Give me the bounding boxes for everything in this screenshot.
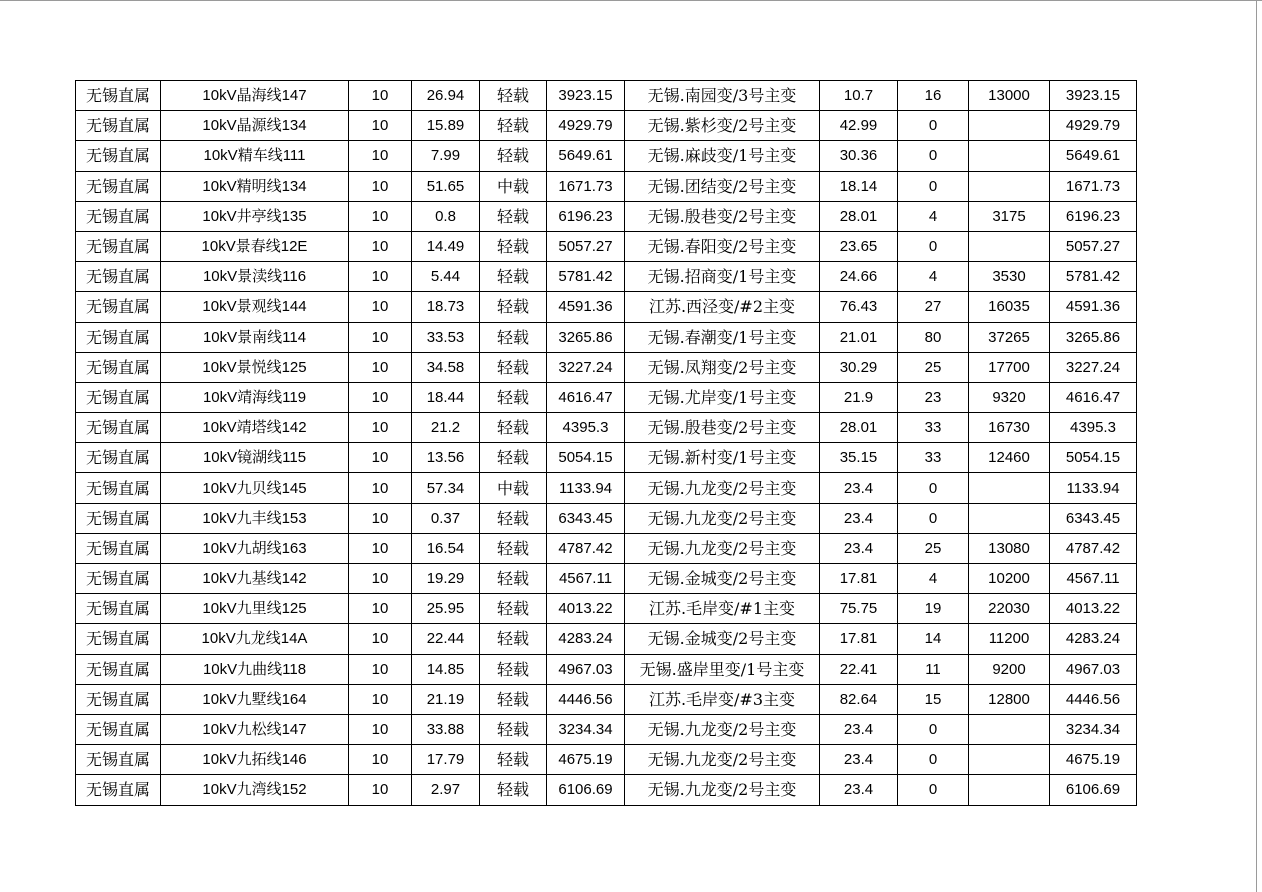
table-row [76,81,1137,111]
line-name-cell: 10kV精车线111 [161,141,349,171]
load-rate-cell: 14.85 [412,654,480,684]
load-status-cell: 轻载 [480,654,547,684]
transformer-load-rate-cell: 17.81 [820,624,898,654]
remaining-capacity-cell: 4616.47 [1050,382,1137,412]
transformer-cell: 无锡.殷巷变/2号主变 [625,201,820,231]
transformer-load-rate-cell: 23.4 [820,533,898,563]
table-row [76,503,1137,533]
transformer-cell: 无锡.金城变/2号主变 [625,564,820,594]
load-rate-cell: 2.97 [412,775,480,805]
spare-capacity-cell: 4929.79 [547,111,625,141]
spare-capacity-cell: 4395.3 [547,413,625,443]
load-rate-cell: 7.99 [412,141,480,171]
page-right-border [1256,0,1257,892]
table-row [76,533,1137,563]
table-row [76,775,1137,805]
spare-capacity-cell: 4591.36 [547,292,625,322]
load-rate-cell: 14.49 [412,231,480,261]
voltage-cell: 10 [349,745,412,775]
voltage-cell: 10 [349,352,412,382]
unit-cell: 无锡直属 [76,141,161,171]
remaining-capacity-cell: 4967.03 [1050,654,1137,684]
transformer-cell: 无锡.盛岸里变/1号主变 [625,654,820,684]
unit-cell: 无锡直属 [76,624,161,654]
load-status-cell: 轻载 [480,382,547,412]
count-cell: 15 [898,684,969,714]
spare-capacity-cell: 5649.61 [547,141,625,171]
capacity-cell: 10200 [969,564,1050,594]
line-name-cell: 10kV镜湖线115 [161,443,349,473]
capacity-cell [969,775,1050,805]
table-body [76,81,1137,806]
transformer-cell: 无锡.尤岸变/1号主变 [625,382,820,412]
voltage-cell: 10 [349,443,412,473]
capacity-cell: 22030 [969,594,1050,624]
line-name-cell: 10kV精明线134 [161,171,349,201]
transformer-cell: 无锡.紫杉变/2号主变 [625,111,820,141]
spare-capacity-cell: 1133.94 [547,473,625,503]
transformer-cell: 无锡.新村变/1号主变 [625,443,820,473]
table-row [76,413,1137,443]
transformer-load-rate-cell: 23.4 [820,473,898,503]
unit-cell: 无锡直属 [76,443,161,473]
table-row [76,594,1137,624]
load-rate-cell: 34.58 [412,352,480,382]
transformer-load-rate-cell: 24.66 [820,262,898,292]
page-top-border [0,0,1262,1]
count-cell: 4 [898,564,969,594]
spare-capacity-cell: 3234.34 [547,714,625,744]
load-status-cell: 轻载 [480,262,547,292]
voltage-cell: 10 [349,262,412,292]
spare-capacity-cell: 4967.03 [547,654,625,684]
load-status-cell: 中载 [480,473,547,503]
capacity-cell [969,111,1050,141]
capacity-cell: 16730 [969,413,1050,443]
transformer-cell: 无锡.九龙变/2号主变 [625,533,820,563]
table-row [76,745,1137,775]
load-rate-cell: 18.73 [412,292,480,322]
count-cell: 0 [898,141,969,171]
load-rate-cell: 0.37 [412,503,480,533]
count-cell: 80 [898,322,969,352]
spare-capacity-cell: 5054.15 [547,443,625,473]
spare-capacity-cell: 4616.47 [547,382,625,412]
transformer-cell: 江苏.毛岸变/#3主变 [625,684,820,714]
voltage-cell: 10 [349,594,412,624]
spare-capacity-cell: 3265.86 [547,322,625,352]
transformer-load-rate-cell: 23.4 [820,775,898,805]
table-row [76,262,1137,292]
table-row [76,684,1137,714]
unit-cell: 无锡直属 [76,111,161,141]
count-cell: 25 [898,352,969,382]
line-name-cell: 10kV景南线114 [161,322,349,352]
unit-cell: 无锡直属 [76,231,161,261]
feeder-load-table [75,80,1137,806]
voltage-cell: 10 [349,201,412,231]
load-status-cell: 轻载 [480,443,547,473]
voltage-cell: 10 [349,714,412,744]
line-name-cell: 10kV井亭线135 [161,201,349,231]
unit-cell: 无锡直属 [76,292,161,322]
load-status-cell: 轻载 [480,594,547,624]
remaining-capacity-cell: 4929.79 [1050,111,1137,141]
transformer-load-rate-cell: 82.64 [820,684,898,714]
count-cell: 0 [898,775,969,805]
load-status-cell: 轻载 [480,201,547,231]
transformer-load-rate-cell: 76.43 [820,292,898,322]
capacity-cell: 17700 [969,352,1050,382]
capacity-cell [969,745,1050,775]
spare-capacity-cell: 5781.42 [547,262,625,292]
line-name-cell: 10kV景春线12E [161,231,349,261]
count-cell: 16 [898,81,969,111]
count-cell: 0 [898,503,969,533]
remaining-capacity-cell: 5649.61 [1050,141,1137,171]
voltage-cell: 10 [349,624,412,654]
load-status-cell: 轻载 [480,533,547,563]
capacity-cell: 12460 [969,443,1050,473]
load-status-cell: 轻载 [480,684,547,714]
capacity-cell [969,503,1050,533]
spare-capacity-cell: 6106.69 [547,775,625,805]
unit-cell: 无锡直属 [76,81,161,111]
remaining-capacity-cell: 4787.42 [1050,533,1137,563]
transformer-load-rate-cell: 28.01 [820,413,898,443]
remaining-capacity-cell: 3265.86 [1050,322,1137,352]
transformer-load-rate-cell: 17.81 [820,564,898,594]
capacity-cell: 11200 [969,624,1050,654]
table-row [76,171,1137,201]
count-cell: 14 [898,624,969,654]
line-name-cell: 10kV九拓线146 [161,745,349,775]
load-rate-cell: 33.88 [412,714,480,744]
transformer-cell: 无锡.九龙变/2号主变 [625,775,820,805]
transformer-cell: 无锡.九龙变/2号主变 [625,473,820,503]
capacity-cell: 9200 [969,654,1050,684]
transformer-cell: 无锡.春阳变/2号主变 [625,231,820,261]
unit-cell: 无锡直属 [76,262,161,292]
load-status-cell: 轻载 [480,111,547,141]
transformer-cell: 无锡.南园变/3号主变 [625,81,820,111]
voltage-cell: 10 [349,413,412,443]
transformer-load-rate-cell: 22.41 [820,654,898,684]
transformer-load-rate-cell: 23.65 [820,231,898,261]
load-rate-cell: 5.44 [412,262,480,292]
table-row [76,141,1137,171]
remaining-capacity-cell: 4567.11 [1050,564,1137,594]
load-status-cell: 轻载 [480,81,547,111]
line-name-cell: 10kV景观线144 [161,292,349,322]
line-name-cell: 10kV九龙线14A [161,624,349,654]
spare-capacity-cell: 6196.23 [547,201,625,231]
line-name-cell: 10kV九基线142 [161,564,349,594]
spare-capacity-cell: 3227.24 [547,352,625,382]
count-cell: 33 [898,443,969,473]
transformer-cell: 无锡.殷巷变/2号主变 [625,413,820,443]
voltage-cell: 10 [349,533,412,563]
table-row [76,231,1137,261]
count-cell: 0 [898,473,969,503]
load-rate-cell: 26.94 [412,81,480,111]
voltage-cell: 10 [349,81,412,111]
capacity-cell: 13080 [969,533,1050,563]
table-row [76,473,1137,503]
unit-cell: 无锡直属 [76,654,161,684]
load-status-cell: 轻载 [480,322,547,352]
remaining-capacity-cell: 5057.27 [1050,231,1137,261]
count-cell: 23 [898,382,969,412]
transformer-load-rate-cell: 23.4 [820,745,898,775]
load-status-cell: 轻载 [480,413,547,443]
load-status-cell: 轻载 [480,564,547,594]
line-name-cell: 10kV靖海线119 [161,382,349,412]
unit-cell: 无锡直属 [76,413,161,443]
capacity-cell [969,231,1050,261]
line-name-cell: 10kV九湾线152 [161,775,349,805]
count-cell: 11 [898,654,969,684]
remaining-capacity-cell: 4591.36 [1050,292,1137,322]
load-rate-cell: 51.65 [412,171,480,201]
line-name-cell: 10kV九曲线118 [161,654,349,684]
remaining-capacity-cell: 4013.22 [1050,594,1137,624]
load-rate-cell: 21.2 [412,413,480,443]
remaining-capacity-cell: 6106.69 [1050,775,1137,805]
voltage-cell: 10 [349,473,412,503]
spare-capacity-cell: 1671.73 [547,171,625,201]
table-row [76,654,1137,684]
voltage-cell: 10 [349,503,412,533]
spare-capacity-cell: 4446.56 [547,684,625,714]
unit-cell: 无锡直属 [76,564,161,594]
load-rate-cell: 22.44 [412,624,480,654]
load-rate-cell: 18.44 [412,382,480,412]
spare-capacity-cell: 3923.15 [547,81,625,111]
count-cell: 33 [898,413,969,443]
load-status-cell: 轻载 [480,352,547,382]
line-name-cell: 10kV靖塔线142 [161,413,349,443]
load-rate-cell: 33.53 [412,322,480,352]
transformer-cell: 无锡.团结变/2号主变 [625,171,820,201]
capacity-cell: 3530 [969,262,1050,292]
remaining-capacity-cell: 4283.24 [1050,624,1137,654]
line-name-cell: 10kV九松线147 [161,714,349,744]
load-rate-cell: 19.29 [412,564,480,594]
unit-cell: 无锡直属 [76,533,161,563]
count-cell: 19 [898,594,969,624]
unit-cell: 无锡直属 [76,322,161,352]
transformer-load-rate-cell: 23.4 [820,503,898,533]
capacity-cell [969,171,1050,201]
remaining-capacity-cell: 5054.15 [1050,443,1137,473]
line-name-cell: 10kV九墅线164 [161,684,349,714]
unit-cell: 无锡直属 [76,503,161,533]
unit-cell: 无锡直属 [76,473,161,503]
transformer-cell: 无锡.九龙变/2号主变 [625,714,820,744]
spare-capacity-cell: 4013.22 [547,594,625,624]
spare-capacity-cell: 4567.11 [547,564,625,594]
spare-capacity-cell: 4283.24 [547,624,625,654]
count-cell: 4 [898,201,969,231]
transformer-cell: 无锡.凤翔变/2号主变 [625,352,820,382]
voltage-cell: 10 [349,382,412,412]
transformer-cell: 无锡.招商变/1号主变 [625,262,820,292]
transformer-cell: 江苏.西泾变/#2主变 [625,292,820,322]
voltage-cell: 10 [349,322,412,352]
load-rate-cell: 21.19 [412,684,480,714]
voltage-cell: 10 [349,141,412,171]
remaining-capacity-cell: 1133.94 [1050,473,1137,503]
remaining-capacity-cell: 4395.3 [1050,413,1137,443]
count-cell: 25 [898,533,969,563]
line-name-cell: 10kV九里线125 [161,594,349,624]
capacity-cell: 12800 [969,684,1050,714]
transformer-load-rate-cell: 75.75 [820,594,898,624]
line-name-cell: 10kV景悦线125 [161,352,349,382]
unit-cell: 无锡直属 [76,775,161,805]
load-rate-cell: 25.95 [412,594,480,624]
table-row [76,292,1137,322]
voltage-cell: 10 [349,654,412,684]
load-rate-cell: 57.34 [412,473,480,503]
voltage-cell: 10 [349,111,412,141]
load-rate-cell: 16.54 [412,533,480,563]
transformer-cell: 无锡.春潮变/1号主变 [625,322,820,352]
remaining-capacity-cell: 5781.42 [1050,262,1137,292]
transformer-load-rate-cell: 28.01 [820,201,898,231]
load-status-cell: 轻载 [480,714,547,744]
capacity-cell [969,473,1050,503]
transformer-load-rate-cell: 10.7 [820,81,898,111]
load-status-cell: 轻载 [480,141,547,171]
count-cell: 0 [898,231,969,261]
transformer-cell: 无锡.九龙变/2号主变 [625,745,820,775]
voltage-cell: 10 [349,684,412,714]
load-rate-cell: 15.89 [412,111,480,141]
unit-cell: 无锡直属 [76,714,161,744]
voltage-cell: 10 [349,775,412,805]
load-status-cell: 轻载 [480,775,547,805]
unit-cell: 无锡直属 [76,594,161,624]
transformer-cell: 无锡.麻歧变/1号主变 [625,141,820,171]
remaining-capacity-cell: 4675.19 [1050,745,1137,775]
load-rate-cell: 17.79 [412,745,480,775]
transformer-load-rate-cell: 21.01 [820,322,898,352]
unit-cell: 无锡直属 [76,352,161,382]
voltage-cell: 10 [349,564,412,594]
table-row [76,714,1137,744]
capacity-cell [969,141,1050,171]
table-row [76,352,1137,382]
voltage-cell: 10 [349,171,412,201]
capacity-cell [969,714,1050,744]
transformer-load-rate-cell: 30.36 [820,141,898,171]
remaining-capacity-cell: 4446.56 [1050,684,1137,714]
load-status-cell: 轻载 [480,503,547,533]
voltage-cell: 10 [349,231,412,261]
table-row [76,624,1137,654]
spare-capacity-cell: 5057.27 [547,231,625,261]
capacity-cell: 13000 [969,81,1050,111]
transformer-cell: 无锡.金城变/2号主变 [625,624,820,654]
count-cell: 4 [898,262,969,292]
table-row [76,322,1137,352]
line-name-cell: 10kV景渎线116 [161,262,349,292]
voltage-cell: 10 [349,292,412,322]
unit-cell: 无锡直属 [76,171,161,201]
table-row [76,382,1137,412]
capacity-cell: 9320 [969,382,1050,412]
load-status-cell: 轻载 [480,292,547,322]
remaining-capacity-cell: 3923.15 [1050,81,1137,111]
transformer-load-rate-cell: 21.9 [820,382,898,412]
transformer-cell: 江苏.毛岸变/#1主变 [625,594,820,624]
table-row [76,111,1137,141]
line-name-cell: 10kV九胡线163 [161,533,349,563]
capacity-cell: 37265 [969,322,1050,352]
transformer-load-rate-cell: 35.15 [820,443,898,473]
remaining-capacity-cell: 3234.34 [1050,714,1137,744]
unit-cell: 无锡直属 [76,382,161,412]
spare-capacity-cell: 4675.19 [547,745,625,775]
count-cell: 27 [898,292,969,322]
transformer-cell: 无锡.九龙变/2号主变 [625,503,820,533]
spare-capacity-cell: 4787.42 [547,533,625,563]
unit-cell: 无锡直属 [76,684,161,714]
load-status-cell: 轻载 [480,745,547,775]
line-name-cell: 10kV九丰线153 [161,503,349,533]
count-cell: 0 [898,745,969,775]
count-cell: 0 [898,171,969,201]
load-status-cell: 轻载 [480,624,547,654]
load-status-cell: 轻载 [480,231,547,261]
table-row [76,564,1137,594]
line-name-cell: 10kV九贝线145 [161,473,349,503]
spare-capacity-cell: 6343.45 [547,503,625,533]
load-status-cell: 中载 [480,171,547,201]
table-row [76,201,1137,231]
unit-cell: 无锡直属 [76,745,161,775]
remaining-capacity-cell: 3227.24 [1050,352,1137,382]
capacity-cell: 3175 [969,201,1050,231]
load-rate-cell: 13.56 [412,443,480,473]
count-cell: 0 [898,111,969,141]
line-name-cell: 10kV晶源线134 [161,111,349,141]
transformer-load-rate-cell: 42.99 [820,111,898,141]
transformer-load-rate-cell: 23.4 [820,714,898,744]
transformer-load-rate-cell: 30.29 [820,352,898,382]
remaining-capacity-cell: 1671.73 [1050,171,1137,201]
remaining-capacity-cell: 6196.23 [1050,201,1137,231]
transformer-load-rate-cell: 18.14 [820,171,898,201]
line-name-cell: 10kV晶海线147 [161,81,349,111]
table-row [76,443,1137,473]
unit-cell: 无锡直属 [76,201,161,231]
count-cell: 0 [898,714,969,744]
capacity-cell: 16035 [969,292,1050,322]
load-rate-cell: 0.8 [412,201,480,231]
remaining-capacity-cell: 6343.45 [1050,503,1137,533]
